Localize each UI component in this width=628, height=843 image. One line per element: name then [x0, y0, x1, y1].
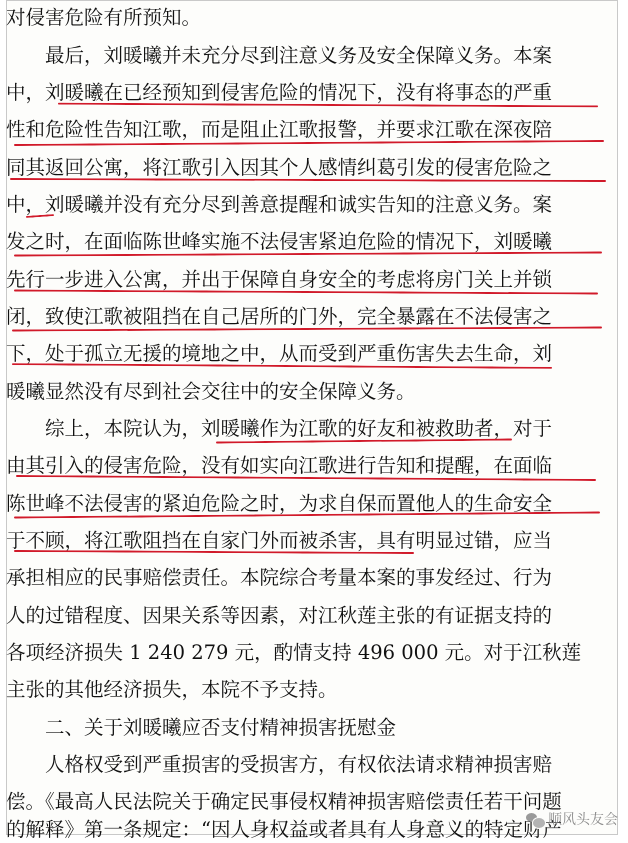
text-line: 闭，致使江歌被阻挡在自己居所的门外，完全暴露在不法侵害之 — [6, 304, 552, 330]
watermark-text: 顺风头友会 — [548, 809, 618, 829]
text-line: 主张的其他经济损失，本院不予支持。 — [6, 677, 338, 703]
wechat-icon — [526, 812, 544, 827]
text-line: 发之时，在面临陈世峰实施不法侵害紧迫危险的情况下，刘暖曦 — [6, 229, 552, 255]
text-line: 对侵害危险有所预知。 — [6, 5, 201, 31]
text-line: 人的过错程度、因果关系等因素，对江秋莲主张的有证据支持的 — [6, 603, 552, 629]
judgment-text — [6, 0, 618, 835]
text-line: 同其返回公寓，将江歌引入因其个人感情纠葛引发的侵害危险之 — [6, 155, 552, 181]
text-line: 最后，刘暖曦并未充分尽到注意义务及安全保障义务。本案 — [6, 43, 552, 69]
text-line: 的解释》第一条规定：“因人身权益或者具有人身意义的特定财产 — [6, 817, 562, 843]
text-line: 各项经济损失 1 240 279 元，酌情支持 496 000 元。对于江秋莲 — [6, 640, 581, 666]
text-line: 中，刘暖曦在已经预知到侵害危险的情况下，没有将事态的严重 — [6, 80, 552, 106]
text-line: 先行一步进入公寓，并出于保障自身安全的考虑将房门关上并锁 — [6, 267, 552, 293]
text-line: 人格权受到严重损害的受损害方，有权依法请求精神损害赔 — [6, 752, 552, 778]
watermark — [526, 809, 618, 829]
text-line: 下，处于孤立无援的境地之中，从而受到严重伤害失去生命，刘 — [6, 341, 552, 367]
text-line: 性和危险性告知江歌，而是阻止江歌报警，并要求江歌在深夜陪 — [6, 117, 552, 143]
text-line: 偿。《最高人民法院关于确定民事侵权精神损害赔偿责任若干问题 — [6, 789, 562, 815]
text-line: 承担相应的民事赔偿责任。本院综合考量本案的事发经过、行为 — [6, 565, 552, 591]
text-line: 综上，本院认为，刘暖曦作为江歌的好友和被救助者，对于 — [6, 416, 552, 442]
text-line: 由其引入的侵害危险，没有如实向江歌进行告知和提醒，在面临 — [6, 453, 552, 479]
text-line: 暖曦显然没有尽到社会交往中的安全保障义务。 — [6, 379, 416, 405]
text-line: 于不顾，将江歌阻挡在自家门外而被杀害，具有明显过错，应当 — [6, 528, 552, 554]
text-line: 中，刘暖曦并没有充分尽到善意提醒和诚实告知的注意义务。案 — [6, 192, 552, 218]
text-line: 陈世峰不法侵害的紧迫危险之时，为求自保而置他人的生命安全 — [6, 491, 552, 517]
section-heading: 二、关于刘暖曦应否支付精神损害抚慰金 — [6, 715, 396, 741]
